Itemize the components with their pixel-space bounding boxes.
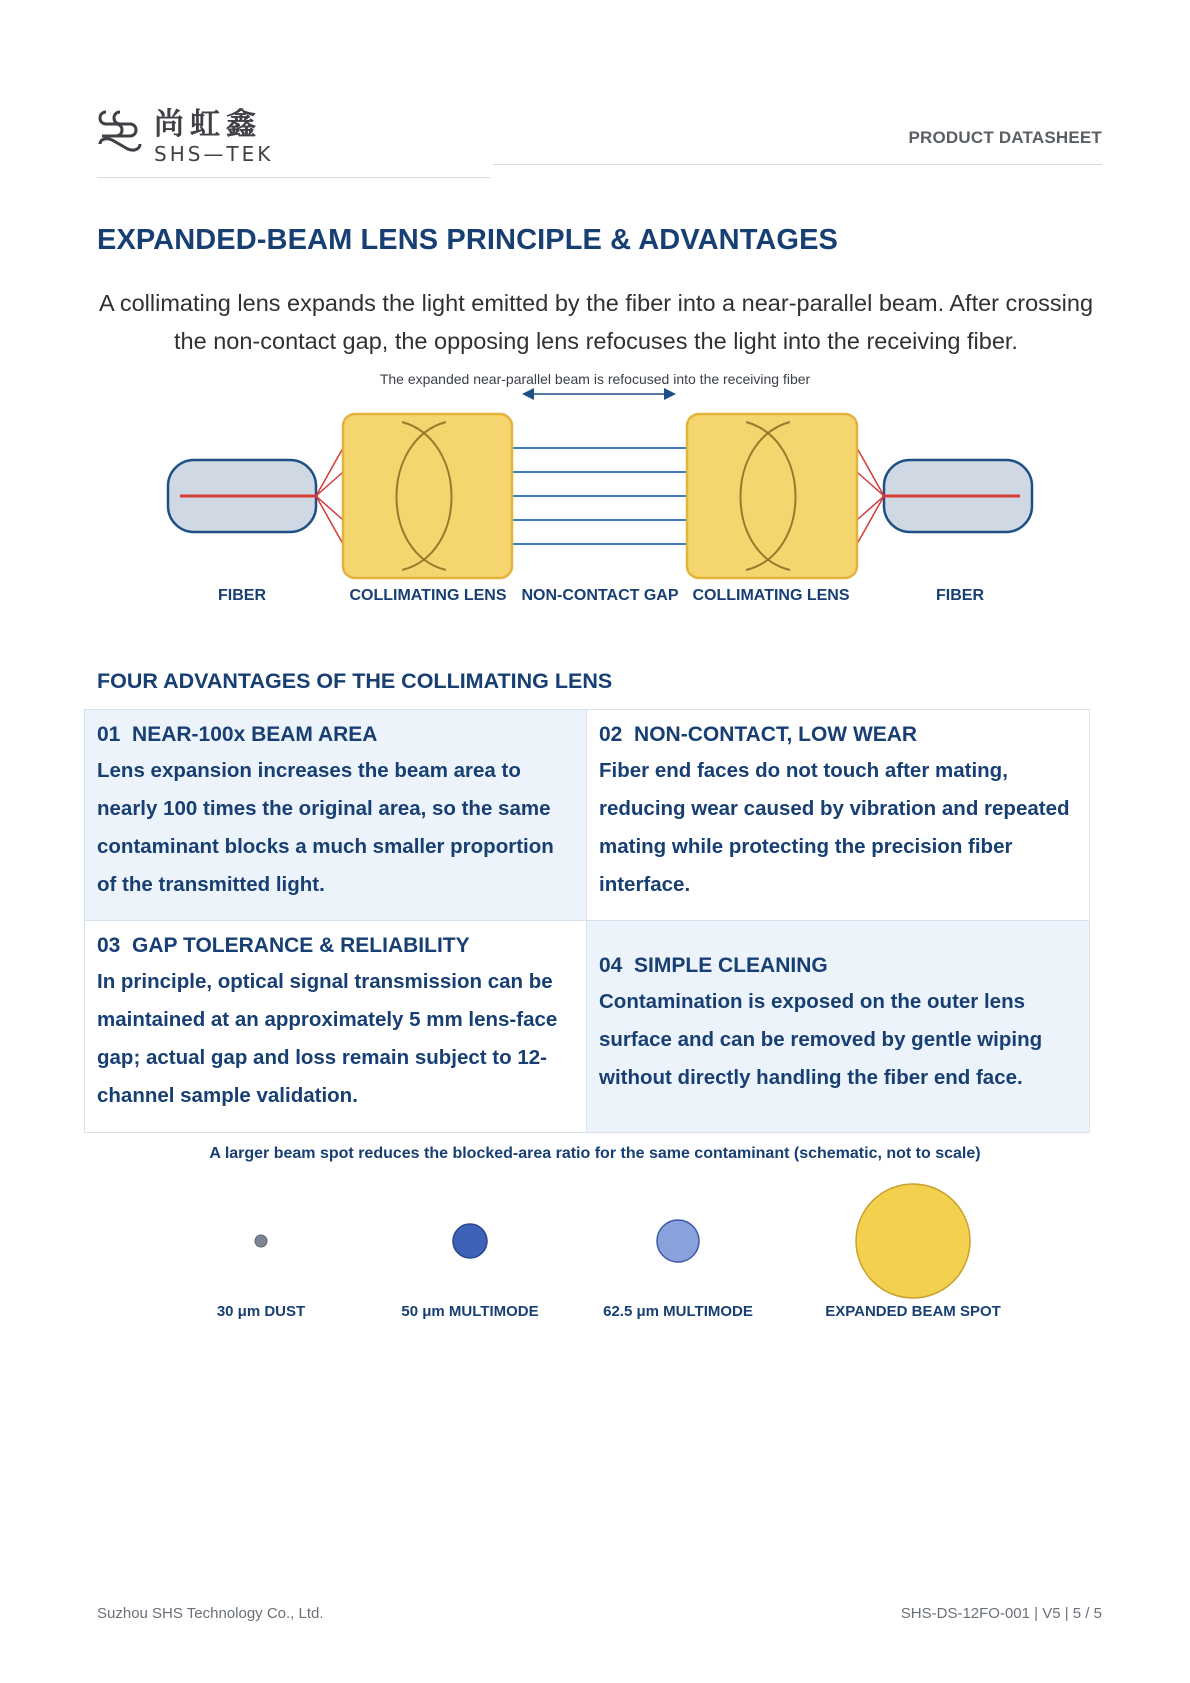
logo-chinese-name: 尚虹鑫 <box>154 107 262 142</box>
advantage-body: Fiber end faces do not touch after mating, reducing wear caused by vibration and repeated mating while protecting the precision fiber interface. <box>599 759 1070 896</box>
advantage-heading <box>599 953 1081 979</box>
spot-comparison-caption: A larger beam spot reduces the blocked-area ratio for the same contaminant (schematic, not to scale) <box>209 1145 981 1162</box>
expanded-beam-spot <box>856 1184 970 1298</box>
spot-label-dust: 30 μm DUST <box>216 1303 306 1320</box>
label-fiber-left: FIBER <box>218 587 266 604</box>
label-gap: NON-CONTACT GAP <box>521 587 679 604</box>
advantage-body: Contamination is exposed on the outer lens surface and can be removed by gentle wiping without directly handling the fiber end face. <box>599 990 1043 1089</box>
spot-label-expanded: EXPANDED BEAM SPOT <box>825 1303 1001 1320</box>
diverging-rays-left <box>316 448 343 544</box>
company-logo <box>96 104 296 164</box>
spot-label-mm50: 50 μm MULTIMODE <box>401 1303 539 1320</box>
advantage-body: In principle, optical signal transmission can be maintained at an approximately 5 mm lens-face gap; actual gap and loss remain subject to 12-channel sample validation. <box>97 970 558 1107</box>
label-fiber-right: FIBER <box>936 587 984 604</box>
advantage-heading <box>97 933 574 959</box>
gap-arrow <box>522 388 676 400</box>
collimating-lens-right <box>687 414 857 578</box>
label-lens-right: COLLIMATING LENS <box>692 587 850 604</box>
collimating-lens-left <box>343 414 512 578</box>
label-lens-left: COLLIMATING LENS <box>349 587 507 604</box>
section-title: EXPANDED-BEAM LENS PRINCIPLE & ADVANTAGES <box>97 224 838 256</box>
advantage-title: GAP TOLERANCE & RELIABILITY <box>132 934 470 957</box>
dust-spot <box>255 1235 267 1247</box>
advantage-card-01 <box>85 710 587 921</box>
document-type: PRODUCT DATASHEET <box>908 128 1102 147</box>
advantage-heading <box>599 722 1077 748</box>
advantages-title: FOUR ADVANTAGES OF THE COLLIMATING LENS <box>97 669 613 693</box>
advantage-card-02 <box>587 710 1089 921</box>
advantages-grid <box>84 709 1090 1133</box>
shs-logo-icon <box>96 104 148 160</box>
advantage-number: 04 <box>599 954 623 977</box>
header-divider-right <box>493 164 1102 165</box>
advantage-card-03 <box>85 921 587 1132</box>
advantage-card-04 <box>587 921 1089 1132</box>
advantage-number: 02 <box>599 723 623 746</box>
advantage-title: SIMPLE CLEANING <box>634 954 828 977</box>
logo-english-name: SHS—TEK <box>154 142 274 166</box>
header-divider-left <box>97 177 490 178</box>
diagram-caption: The expanded near-parallel beam is refocused into the receiving fiber <box>379 371 811 387</box>
footer-doc-id: SHS-DS-12FO-001 | V5 | 5 / 5 <box>900 1605 1102 1622</box>
converging-rays-right <box>857 448 884 544</box>
spot-label-mm62: 62.5 μm MULTIMODE <box>603 1303 753 1320</box>
advantage-body: Lens expansion increases the beam area to nearly 100 times the original area, so the same contaminant blocks a much smaller proportion of the transmitted light. <box>97 759 554 896</box>
lens-principle-diagram <box>0 365 1190 620</box>
spot-comparison-figure <box>0 1170 1190 1320</box>
advantage-heading <box>97 722 574 748</box>
multimode-50-spot <box>453 1224 487 1258</box>
multimode-62-spot <box>657 1220 699 1262</box>
advantage-number: 01 <box>97 723 121 746</box>
advantage-title: NON-CONTACT, LOW WEAR <box>634 723 918 746</box>
collimated-beam <box>512 448 687 544</box>
advantage-number: 03 <box>97 934 121 957</box>
advantage-title: NEAR-100x BEAM AREA <box>132 723 378 746</box>
footer-company: Suzhou SHS Technology Co., Ltd. <box>97 1605 324 1622</box>
intro-paragraph: A collimating lens expands the light emitted by the fiber into a near-parallel beam. After crossing the non-contact gap, the opposing lens refocuses the light into the receiving fiber. <box>98 290 1094 354</box>
